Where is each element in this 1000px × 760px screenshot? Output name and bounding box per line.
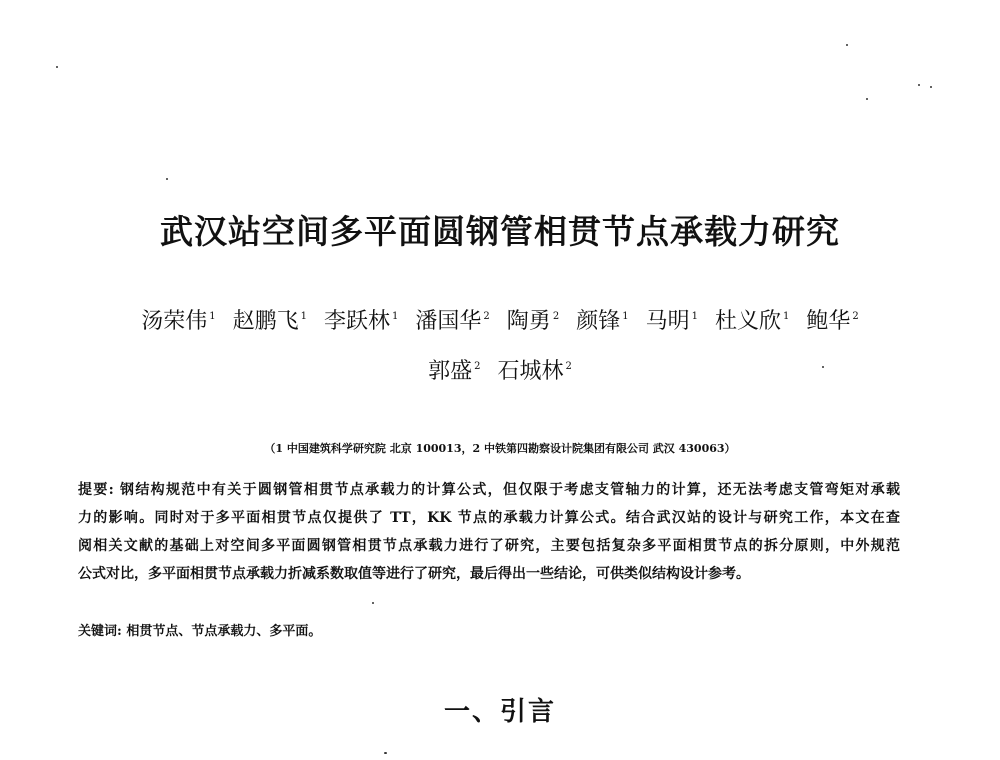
section-heading: 一、引言 [443,697,556,727]
scan-speck [56,66,58,68]
abstract-label: 提要: [78,482,114,498]
author-affiliation-mark: 2 [483,311,490,322]
keywords-text: 相贯节点、节点承载力、多平面。 [121,624,322,639]
scan-speck [372,602,374,604]
author-affiliation-mark: 2 [852,311,859,322]
abstract-line: 提要: 钢结构规范中有关于圆钢管相贯节点承载力的计算公式，但仅限于考虑支管轴力的计算，还无法考虑支管弯矩对承载 [78,482,900,498]
author: 鲍华 $^2$ [806,309,859,334]
keywords [78,620,321,644]
scan-speck [384,752,387,754]
author-affiliation-mark: 1 [691,311,698,322]
author: 郭盛 $^2$ [428,359,481,384]
paper-title: 武汉站空间多平面圆钢管相贯节点承载力研究 [160,212,840,251]
scan-speck [846,44,848,46]
author: 汤荣伟 $^1$ [141,309,216,334]
author-affiliation-mark: 1 [209,311,216,322]
author: 颜锋 $^1$ [576,309,629,334]
scan-speck [866,98,868,100]
author-list-line-2 [0,350,1000,389]
author: 潘国华 $^2$ [415,309,490,334]
author-list-line-1 [0,300,1000,339]
scan-speck [166,178,168,180]
author-affiliations: （1 中国建筑科学研究院 北京 100013，2 中铁第四勘察设计院集团有限公司 武汉 430063） [264,442,736,455]
abstract-line: 公式对比，多平面相贯节点承载力折减系数取值等进行了研究，最后得出一些结论，可供类似结构设计参考。 [78,566,750,582]
author-affiliation-mark: 2 [552,311,560,322]
author: 李跃林 $^1$ [324,309,399,334]
author-affiliation-mark: 1 [300,311,308,322]
author-affiliation-mark: 1 [622,311,629,322]
scan-speck [918,84,920,86]
author: 石城林 $^2$ [497,359,572,384]
author: 马明 $^1$ [645,309,698,334]
abstract [78,476,900,588]
scan-speck [930,86,932,88]
abstract-line: 阅相关文献的基础上对空间多平面圆钢管相贯节点承载力进行了研究，主要包括复杂多平面相贯节点的拆分原则，中外规范 [78,538,900,554]
author: 赵鹏飞 $^1$ [232,309,308,334]
author-affiliation-mark: 1 [392,311,399,322]
author-affiliation-mark: 1 [782,311,790,322]
author-affiliation-mark: 2 [474,361,481,372]
author: 陶勇 $^2$ [506,309,560,334]
keywords-label: 关键词: [78,624,122,639]
author-affiliation-mark: 2 [565,361,572,372]
abstract-line: 力的影响。同时对于多平面相贯节点仅提供了 TT，KK 节点的承载力计算公式。结合武汉站的设计与研究工作，本文在查 [78,510,900,526]
author: 杜义欣 $^1$ [714,309,790,334]
